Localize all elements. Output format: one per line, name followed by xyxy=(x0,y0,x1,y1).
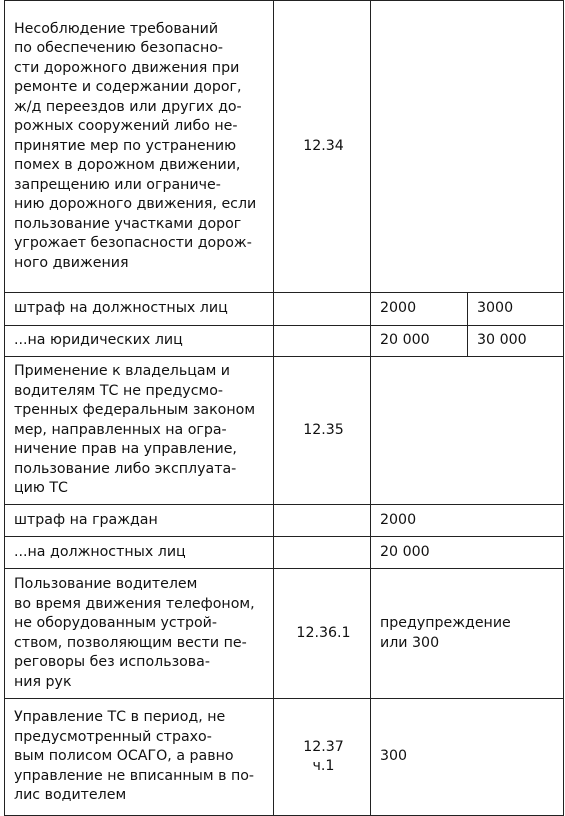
article-cell-empty xyxy=(274,505,371,537)
penalty-subject: штраф на граждан xyxy=(5,505,274,537)
penalty-amount: 20 000 xyxy=(371,537,564,569)
table-row xyxy=(5,1,564,293)
table-row xyxy=(5,357,564,505)
article-number: 12.37 ч.1 xyxy=(274,699,371,816)
table-row xyxy=(5,569,564,699)
penalty-max: 30 000 xyxy=(468,326,564,357)
article-cell-empty xyxy=(274,293,371,326)
penalty-subject: ...на юридических лиц xyxy=(5,326,274,357)
table-row xyxy=(5,326,564,357)
table-row xyxy=(5,699,564,816)
penalty-min: 20 000 xyxy=(371,326,468,357)
table-row xyxy=(5,505,564,537)
article-cell-empty xyxy=(274,326,371,357)
article-cell-empty xyxy=(274,537,371,569)
penalty-cell-empty xyxy=(371,1,564,293)
penalty-cell-empty xyxy=(371,357,564,505)
article-number: 12.36.1 xyxy=(274,569,371,699)
penalty-max: 3000 xyxy=(468,293,564,326)
penalty-amount: 2000 xyxy=(371,505,564,537)
penalty-amount: 300 xyxy=(371,699,564,816)
violation-description: Пользование водителем во время движения телефоном, не оборудованным устрой- ством, позволяющим вести пе- реговоры без использова- ния рук xyxy=(5,569,274,699)
violation-description: Применение к владельцам и водителям ТС не предусмо- тренных федеральным законом мер, направленных на огра- ничение прав на управление, пользование либо эксплуата- цию ТС xyxy=(5,357,274,505)
penalty-min: 2000 xyxy=(371,293,468,326)
violation-description: Управление ТС в период, не предусмотренный страхо- вым полисом ОСАГО, а равно управление не вписанным в по- лис водителем xyxy=(5,699,274,816)
table-row xyxy=(5,293,564,326)
penalty-subject: ...на должностных лиц xyxy=(5,537,274,569)
table-row xyxy=(5,537,564,569)
violation-description: Несоблюдение требований по обеспечению безопасно- сти дорожного движения при ремонте и содержании дорог, ж/д переездов или других до- рожных сооружений либо не- принятие мер по устранению помех в дорожном движении, запрещению или ограниче- нию дорожного движения, если пользование участками дорог угрожает безопасности дорож- ного движения xyxy=(5,1,274,293)
fines-table xyxy=(4,0,564,816)
article-number: 12.35 xyxy=(274,357,371,505)
penalty-subject: штраф на должностных лиц xyxy=(5,293,274,326)
penalty-amount: предупреждение или 300 xyxy=(371,569,564,699)
article-number: 12.34 xyxy=(274,1,371,293)
